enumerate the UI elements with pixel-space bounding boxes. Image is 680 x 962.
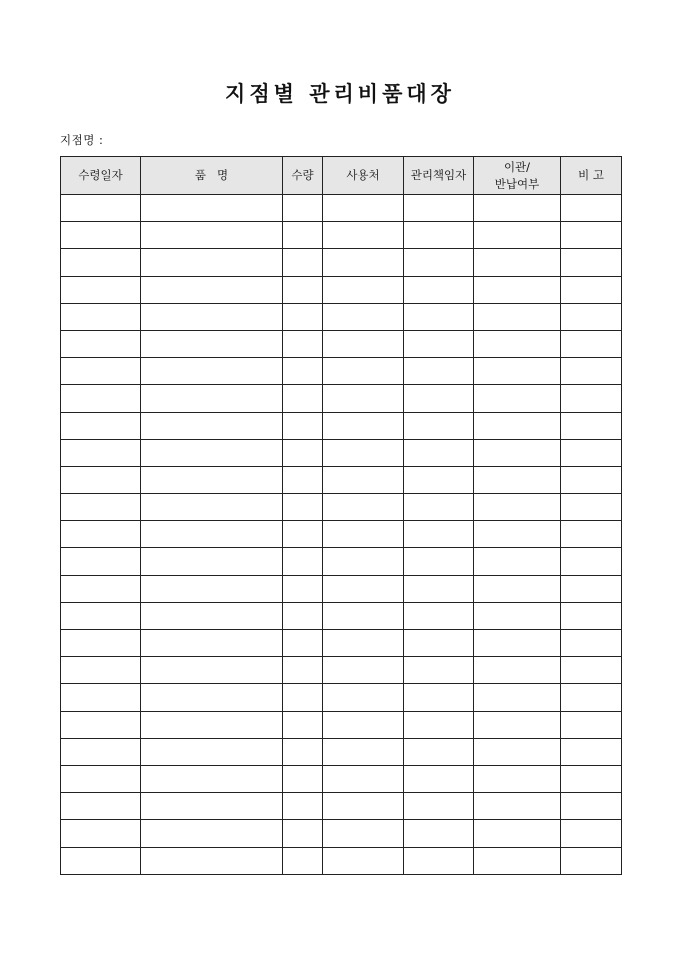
table-row bbox=[61, 276, 622, 303]
table-cell[interactable] bbox=[141, 684, 283, 711]
table-cell[interactable] bbox=[474, 303, 561, 330]
table-cell[interactable] bbox=[61, 276, 141, 303]
table-cell[interactable] bbox=[141, 765, 283, 792]
table-cell[interactable] bbox=[561, 494, 622, 521]
table-cell[interactable] bbox=[474, 711, 561, 738]
table-row bbox=[61, 249, 622, 276]
table-cell[interactable] bbox=[323, 466, 404, 493]
table-cell[interactable] bbox=[283, 765, 323, 792]
column-header-quantity: 수량 bbox=[283, 157, 323, 195]
table-cell[interactable] bbox=[61, 548, 141, 575]
table-cell[interactable] bbox=[474, 276, 561, 303]
table-cell[interactable] bbox=[141, 548, 283, 575]
table-row bbox=[61, 711, 622, 738]
table-cell[interactable] bbox=[141, 249, 283, 276]
table-body bbox=[61, 195, 622, 875]
table-row bbox=[61, 575, 622, 602]
table-cell[interactable] bbox=[283, 385, 323, 412]
table-cell[interactable] bbox=[561, 738, 622, 765]
table-cell[interactable] bbox=[561, 847, 622, 874]
table-cell[interactable] bbox=[474, 249, 561, 276]
table-cell[interactable] bbox=[323, 765, 404, 792]
column-header-received-date: 수령일자 bbox=[61, 157, 141, 195]
table-cell[interactable] bbox=[323, 793, 404, 820]
table-cell[interactable] bbox=[323, 276, 404, 303]
table-cell[interactable] bbox=[61, 575, 141, 602]
table-row bbox=[61, 793, 622, 820]
table-row bbox=[61, 657, 622, 684]
table-cell[interactable] bbox=[561, 820, 622, 847]
table-cell[interactable] bbox=[323, 684, 404, 711]
table-cell[interactable] bbox=[283, 466, 323, 493]
table-cell[interactable] bbox=[61, 358, 141, 385]
column-header-remarks: 비 고 bbox=[561, 157, 622, 195]
table-header-row bbox=[61, 157, 622, 195]
table-cell[interactable] bbox=[474, 684, 561, 711]
table-cell[interactable] bbox=[404, 793, 474, 820]
table-cell[interactable] bbox=[323, 195, 404, 222]
table-row bbox=[61, 358, 622, 385]
table-cell[interactable] bbox=[283, 657, 323, 684]
table-cell[interactable] bbox=[141, 657, 283, 684]
table-cell[interactable] bbox=[474, 222, 561, 249]
table-cell[interactable] bbox=[404, 738, 474, 765]
table-cell[interactable] bbox=[61, 249, 141, 276]
table-cell[interactable] bbox=[61, 385, 141, 412]
table-cell[interactable] bbox=[61, 602, 141, 629]
table-cell[interactable] bbox=[561, 466, 622, 493]
table-cell[interactable] bbox=[404, 303, 474, 330]
table-row bbox=[61, 820, 622, 847]
table-cell[interactable] bbox=[404, 195, 474, 222]
table-cell[interactable] bbox=[561, 711, 622, 738]
table-row bbox=[61, 684, 622, 711]
table-row bbox=[61, 222, 622, 249]
table-cell[interactable] bbox=[141, 602, 283, 629]
table-cell[interactable] bbox=[404, 820, 474, 847]
table-cell[interactable] bbox=[474, 738, 561, 765]
table-cell[interactable] bbox=[404, 494, 474, 521]
table-row bbox=[61, 303, 622, 330]
table-cell[interactable] bbox=[283, 358, 323, 385]
branch-name-label: 지점명 : bbox=[60, 133, 104, 147]
table-cell[interactable] bbox=[561, 548, 622, 575]
table-cell[interactable] bbox=[323, 521, 404, 548]
table-cell[interactable] bbox=[561, 630, 622, 657]
table-cell[interactable] bbox=[404, 575, 474, 602]
table-cell[interactable] bbox=[61, 466, 141, 493]
table-cell[interactable] bbox=[141, 820, 283, 847]
table-cell[interactable] bbox=[323, 630, 404, 657]
table-row bbox=[61, 195, 622, 222]
table-cell[interactable] bbox=[561, 385, 622, 412]
table-cell[interactable] bbox=[61, 684, 141, 711]
table-cell[interactable] bbox=[141, 195, 283, 222]
table-cell[interactable] bbox=[404, 765, 474, 792]
table-cell[interactable] bbox=[474, 330, 561, 357]
table-cell[interactable] bbox=[141, 738, 283, 765]
table-cell[interactable] bbox=[323, 385, 404, 412]
table-cell[interactable] bbox=[404, 412, 474, 439]
table-cell[interactable] bbox=[474, 494, 561, 521]
table-cell[interactable] bbox=[283, 222, 323, 249]
table-cell[interactable] bbox=[561, 602, 622, 629]
table-cell[interactable] bbox=[283, 630, 323, 657]
table-cell[interactable] bbox=[561, 276, 622, 303]
table-cell[interactable] bbox=[323, 412, 404, 439]
table-cell[interactable] bbox=[61, 847, 141, 874]
table-cell[interactable] bbox=[474, 793, 561, 820]
table-cell[interactable] bbox=[283, 494, 323, 521]
table-cell[interactable] bbox=[474, 657, 561, 684]
table-cell[interactable] bbox=[61, 412, 141, 439]
column-header-used-at: 사용처 bbox=[323, 157, 404, 195]
table-cell[interactable] bbox=[404, 276, 474, 303]
table-cell[interactable] bbox=[561, 657, 622, 684]
table-cell[interactable] bbox=[61, 630, 141, 657]
table-cell[interactable] bbox=[561, 303, 622, 330]
table-cell[interactable] bbox=[474, 575, 561, 602]
table-cell[interactable] bbox=[404, 711, 474, 738]
table-cell[interactable] bbox=[561, 330, 622, 357]
table-cell[interactable] bbox=[561, 521, 622, 548]
table-cell[interactable] bbox=[474, 765, 561, 792]
table-cell[interactable] bbox=[404, 602, 474, 629]
table-row bbox=[61, 765, 622, 792]
table-cell[interactable] bbox=[61, 439, 141, 466]
table-row bbox=[61, 521, 622, 548]
table-cell[interactable] bbox=[404, 657, 474, 684]
table-cell[interactable] bbox=[283, 684, 323, 711]
table-cell[interactable] bbox=[283, 195, 323, 222]
table-cell[interactable] bbox=[474, 820, 561, 847]
table-cell[interactable] bbox=[283, 602, 323, 629]
table-cell[interactable] bbox=[404, 330, 474, 357]
table-cell[interactable] bbox=[323, 657, 404, 684]
table-cell[interactable] bbox=[283, 439, 323, 466]
table-cell[interactable] bbox=[474, 630, 561, 657]
table-cell[interactable] bbox=[323, 249, 404, 276]
table-cell[interactable] bbox=[141, 385, 283, 412]
table-cell[interactable] bbox=[404, 630, 474, 657]
table-row bbox=[61, 330, 622, 357]
equipment-ledger-table bbox=[60, 156, 622, 875]
table-cell[interactable] bbox=[61, 711, 141, 738]
table-cell[interactable] bbox=[141, 439, 283, 466]
table-cell[interactable] bbox=[474, 548, 561, 575]
table-cell[interactable] bbox=[404, 249, 474, 276]
table-cell[interactable] bbox=[141, 330, 283, 357]
table-cell[interactable] bbox=[404, 385, 474, 412]
table-cell[interactable] bbox=[141, 412, 283, 439]
table-cell[interactable] bbox=[141, 793, 283, 820]
table-cell[interactable] bbox=[474, 358, 561, 385]
column-header-manager: 관리책임자 bbox=[404, 157, 474, 195]
table-cell[interactable] bbox=[141, 466, 283, 493]
table-cell[interactable] bbox=[474, 385, 561, 412]
table-cell[interactable] bbox=[404, 439, 474, 466]
table-cell[interactable] bbox=[283, 793, 323, 820]
table-cell[interactable] bbox=[141, 630, 283, 657]
table-cell[interactable] bbox=[283, 303, 323, 330]
table-cell[interactable] bbox=[141, 303, 283, 330]
table-cell[interactable] bbox=[283, 575, 323, 602]
table-cell[interactable] bbox=[61, 195, 141, 222]
table-cell[interactable] bbox=[283, 521, 323, 548]
table-row bbox=[61, 738, 622, 765]
table-cell[interactable] bbox=[283, 330, 323, 357]
table-cell[interactable] bbox=[61, 303, 141, 330]
table-cell[interactable] bbox=[561, 439, 622, 466]
table-cell[interactable] bbox=[323, 494, 404, 521]
table-cell[interactable] bbox=[61, 494, 141, 521]
table-cell[interactable] bbox=[404, 466, 474, 493]
document-title: 지점별 관리비품대장 bbox=[225, 81, 455, 106]
table-row bbox=[61, 630, 622, 657]
table-cell[interactable] bbox=[61, 521, 141, 548]
table-cell[interactable] bbox=[283, 276, 323, 303]
table-cell[interactable] bbox=[283, 548, 323, 575]
table-cell[interactable] bbox=[404, 847, 474, 874]
table-cell[interactable] bbox=[61, 222, 141, 249]
table-cell[interactable] bbox=[141, 358, 283, 385]
table-cell[interactable] bbox=[323, 303, 404, 330]
table-cell[interactable] bbox=[283, 711, 323, 738]
table-cell[interactable] bbox=[61, 657, 141, 684]
table-row bbox=[61, 412, 622, 439]
table-cell[interactable] bbox=[323, 711, 404, 738]
table-cell[interactable] bbox=[474, 195, 561, 222]
table-cell[interactable] bbox=[561, 222, 622, 249]
table-cell[interactable] bbox=[323, 358, 404, 385]
table-cell[interactable] bbox=[561, 575, 622, 602]
table-cell[interactable] bbox=[283, 847, 323, 874]
table-cell[interactable] bbox=[283, 738, 323, 765]
table-cell[interactable] bbox=[404, 684, 474, 711]
table-cell[interactable] bbox=[561, 412, 622, 439]
table-cell[interactable] bbox=[141, 521, 283, 548]
table-cell[interactable] bbox=[61, 820, 141, 847]
table-row bbox=[61, 847, 622, 874]
table-cell[interactable] bbox=[141, 575, 283, 602]
table-cell[interactable] bbox=[561, 765, 622, 792]
table-cell[interactable] bbox=[323, 575, 404, 602]
table-cell[interactable] bbox=[283, 249, 323, 276]
table-cell[interactable] bbox=[561, 195, 622, 222]
table-cell[interactable] bbox=[323, 222, 404, 249]
table-row bbox=[61, 548, 622, 575]
column-header-transfer-return: 이관/ 반납여부 bbox=[474, 157, 561, 195]
table-cell[interactable] bbox=[474, 412, 561, 439]
table-cell[interactable] bbox=[474, 466, 561, 493]
table-cell[interactable] bbox=[561, 249, 622, 276]
table-cell[interactable] bbox=[404, 548, 474, 575]
table-cell[interactable] bbox=[283, 412, 323, 439]
table-cell[interactable] bbox=[323, 820, 404, 847]
table-cell[interactable] bbox=[561, 358, 622, 385]
table-row bbox=[61, 494, 622, 521]
table-cell[interactable] bbox=[474, 439, 561, 466]
table-row bbox=[61, 439, 622, 466]
table-row bbox=[61, 602, 622, 629]
table-cell[interactable] bbox=[323, 330, 404, 357]
table-cell[interactable] bbox=[323, 439, 404, 466]
table-cell[interactable] bbox=[323, 602, 404, 629]
table-cell[interactable] bbox=[141, 847, 283, 874]
table-cell[interactable] bbox=[474, 602, 561, 629]
table-cell[interactable] bbox=[61, 765, 141, 792]
table-cell[interactable] bbox=[474, 847, 561, 874]
table-cell[interactable] bbox=[323, 847, 404, 874]
table-cell[interactable] bbox=[561, 793, 622, 820]
table-cell[interactable] bbox=[323, 738, 404, 765]
table-cell[interactable] bbox=[474, 521, 561, 548]
table-cell[interactable] bbox=[141, 494, 283, 521]
table-cell[interactable] bbox=[404, 358, 474, 385]
table-cell[interactable] bbox=[141, 711, 283, 738]
table-cell[interactable] bbox=[61, 330, 141, 357]
table-cell[interactable] bbox=[561, 684, 622, 711]
table-cell[interactable] bbox=[61, 738, 141, 765]
table-row bbox=[61, 385, 622, 412]
table-cell[interactable] bbox=[404, 222, 474, 249]
table-cell[interactable] bbox=[283, 820, 323, 847]
table-cell[interactable] bbox=[404, 521, 474, 548]
table-cell[interactable] bbox=[323, 548, 404, 575]
table-row bbox=[61, 466, 622, 493]
table-cell[interactable] bbox=[61, 793, 141, 820]
table-cell[interactable] bbox=[141, 222, 283, 249]
table-cell[interactable] bbox=[141, 276, 283, 303]
column-header-item-name: 품 명 bbox=[141, 157, 283, 195]
